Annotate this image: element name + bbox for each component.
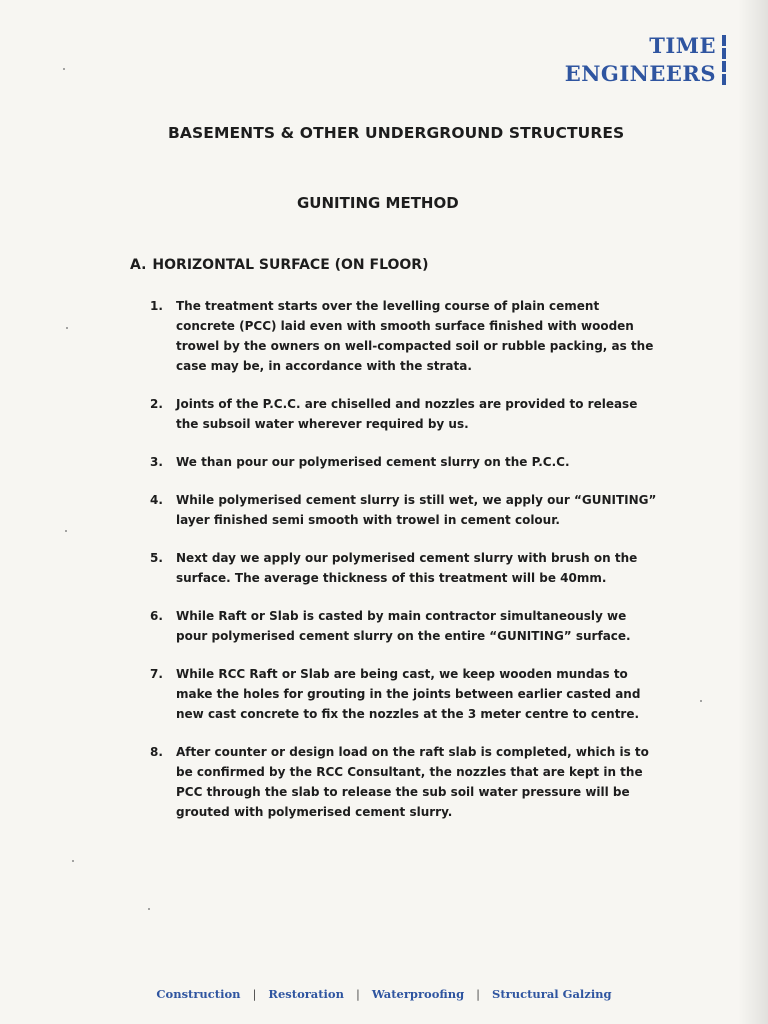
scan-speck (63, 68, 65, 70)
list-item (150, 664, 660, 724)
footer-separator: | (355, 987, 360, 1001)
item-number: 6. (150, 609, 163, 623)
item-text: While polymerised cement slurry is still wet, we apply our “GUNITING” layer finished semi smooth with trowel in cement colour. (176, 493, 657, 527)
section-letter: A. (130, 257, 147, 273)
list-item (150, 548, 660, 588)
footer-item-restoration: Restoration (268, 987, 344, 1001)
footer-separator: | (476, 987, 481, 1001)
footer-separator: | (252, 987, 257, 1001)
scan-speck (65, 530, 67, 532)
item-text: While RCC Raft or Slab are being cast, we keep wooden mundas to make the holes for grouting in the joints between earlier casted and new cast concrete to fix the nozzles at the 3 meter centre to centre. (176, 667, 641, 721)
item-number: 3. (150, 455, 163, 469)
item-number: 2. (150, 397, 163, 411)
scan-speck (148, 908, 150, 910)
footer-item-structural-galzing: Structural Galzing (492, 987, 612, 1001)
item-text: Next day we apply our polymerised cement slurry with brush on the surface. The average thickness of this treatment will be 40mm. (176, 551, 638, 585)
scan-speck (700, 700, 702, 702)
procedure-list (150, 296, 660, 840)
scan-speck (66, 327, 68, 329)
scan-speck (72, 860, 74, 862)
item-number: 4. (150, 493, 163, 507)
company-logo (565, 32, 716, 88)
document-subtitle: GUNITING METHOD (297, 194, 459, 212)
item-number: 5. (150, 551, 163, 565)
section-heading (130, 257, 428, 273)
footer-item-waterproofing: Waterproofing (371, 987, 465, 1001)
section-heading-text: HORIZONTAL SURFACE (ON FLOOR) (152, 257, 429, 273)
footer-item-construction: Construction (156, 987, 241, 1001)
item-number: 8. (150, 745, 163, 759)
item-text: While Raft or Slab is casted by main contractor simultaneously we pour polymerised cement slurry on the entire “GUNITING” surface. (176, 609, 631, 643)
logo-bars-icon (722, 35, 726, 85)
logo-line-2: ENGINEERS (564, 61, 716, 86)
list-item (150, 606, 660, 646)
list-item (150, 490, 660, 530)
list-item (150, 452, 660, 472)
item-text: The treatment starts over the levelling course of plain cement concrete (PCC) laid even with smooth surface finished with wooden trowel by the owners on well-compacted soil or rubble packing, as the case may be, in accordance with the strata. (176, 299, 654, 373)
logo-line-1: TIME (649, 33, 716, 58)
item-number: 1. (150, 299, 163, 313)
item-number: 7. (150, 667, 163, 681)
list-item (150, 394, 660, 434)
document-title: BASEMENTS & OTHER UNDERGROUND STRUCTURES (168, 124, 625, 142)
item-text: We than pour our polymerised cement slurry on the P.C.C. (176, 455, 570, 469)
item-text: Joints of the P.C.C. are chiselled and nozzles are provided to release the subsoil water wherever required by us. (176, 397, 638, 431)
item-text: After counter or design load on the raft slab is completed, which is to be confirmed by the RCC Consultant, the nozzles that are kept in the PCC through the slab to release the sub soil water pressure will be grouted with polymerised cement slurry. (176, 745, 649, 819)
list-item (150, 296, 660, 376)
footer-services (0, 987, 768, 1001)
list-item (150, 742, 660, 822)
page-edge-shadow (738, 0, 768, 1024)
